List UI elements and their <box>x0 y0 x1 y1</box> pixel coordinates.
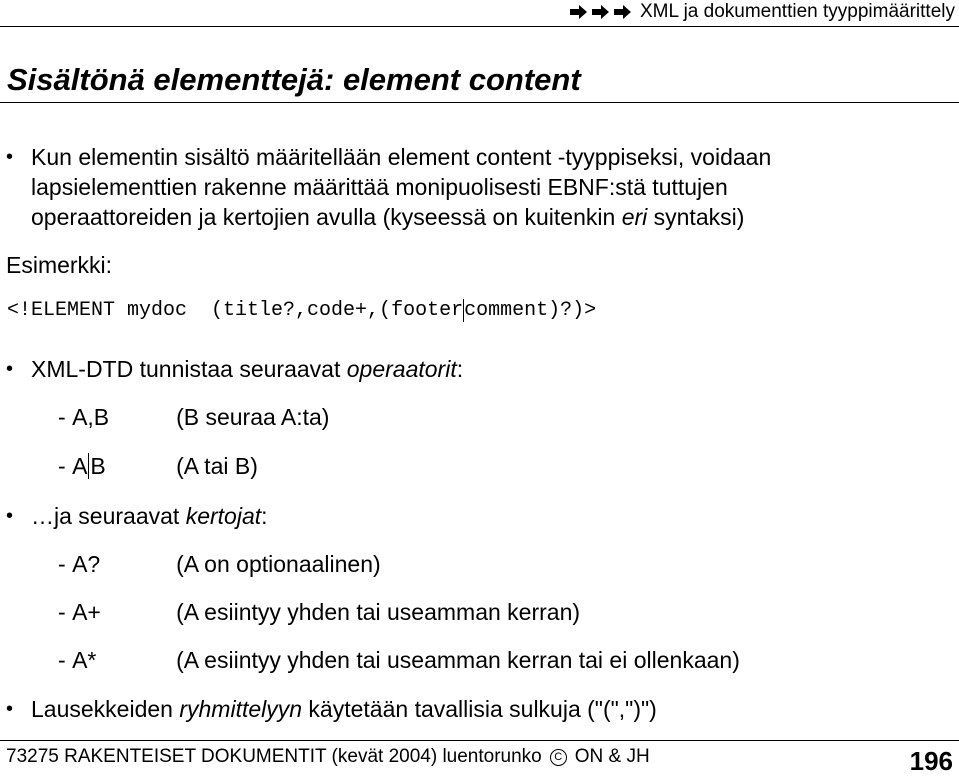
dtd-code-example <box>7 296 596 326</box>
dash: - <box>58 599 73 625</box>
dash: - <box>58 453 73 479</box>
bullet-line <box>31 202 955 232</box>
operator: A,B <box>72 404 110 430</box>
slide-title: Sisältönä elementtejä: element content <box>7 62 581 97</box>
multiplier-desc: (A on optionaalinen) <box>176 551 381 577</box>
dash: - <box>58 647 73 673</box>
copyright-icon: C <box>550 749 567 766</box>
bullet-line: Kun elementin sisältö määritellään element content -tyyppiseksi, voidaan <box>31 144 772 170</box>
text-span: syntaksi) <box>647 204 745 230</box>
text-span: : <box>261 503 268 529</box>
bullet-icon: • <box>6 146 14 168</box>
code-part: <!ELEMENT mydoc (title?,code+,(footer <box>7 299 464 322</box>
bullet-line: lapsielementtien rakenne määrittää monipuolisesti EBNF:stä tuttujen <box>31 174 728 200</box>
right-arrow-icon <box>613 4 632 20</box>
header-divider <box>0 26 959 27</box>
operator-part: A <box>72 453 88 479</box>
right-arrow-icon <box>591 4 610 20</box>
text-span: operaattoreiden ja kertojien avulla (kyseessä on kuitenkin <box>31 204 622 230</box>
text-span: käytetään tavallisia sulkuja ("(",")") <box>302 696 657 722</box>
right-arrow-icon <box>569 4 588 20</box>
multiplier-desc: (A esiintyy yhden tai useamman kerran) <box>176 599 581 625</box>
operator-row <box>58 451 258 481</box>
bullet-text <box>31 694 955 724</box>
footer-divider <box>0 740 959 741</box>
slide-header <box>569 0 955 24</box>
page-number: 196 <box>909 746 953 776</box>
code-part: comment)?)> <box>464 299 597 322</box>
multiplier-desc: (A esiintyy yhden tai useamman kerran tai ei ollenkaan) <box>176 647 740 673</box>
slide-footer <box>6 744 650 770</box>
bullet-icon: • <box>6 358 14 380</box>
bullet-icon: • <box>6 698 14 720</box>
operator-desc: (B seuraa A:ta) <box>176 404 330 430</box>
emphasis: operaatorit <box>346 356 457 382</box>
dash: - <box>58 551 73 577</box>
bullet-text <box>31 501 955 531</box>
emphasis: kertojat <box>185 503 262 529</box>
emphasis: ryhmittelyyn <box>179 696 303 722</box>
title-divider <box>0 102 959 103</box>
dash: - <box>58 404 73 430</box>
operator-desc: (A tai B) <box>176 453 258 479</box>
operator-part: B <box>90 453 106 479</box>
course-label: 73275 RAKENTEISET DOKUMENTIT (kevät 2004) luentorunko <box>6 746 542 767</box>
multiplier-row <box>58 549 381 579</box>
example-label: Esimerkki: <box>6 252 113 278</box>
arrow-group <box>569 4 632 20</box>
bullet-text <box>31 142 955 232</box>
bullet-icon: • <box>6 505 14 527</box>
multiplier-row <box>58 597 580 627</box>
operator <box>72 451 176 481</box>
multiplier-row <box>58 645 740 675</box>
multiplier: A+ <box>72 599 101 625</box>
emphasis: eri <box>621 204 648 230</box>
text-span: Lausekkeiden <box>31 696 180 722</box>
text-span: : <box>456 356 464 382</box>
header-title: XML ja dokumenttien tyyppimäärittely <box>639 1 955 22</box>
operator-row <box>58 402 329 432</box>
multiplier: A? <box>72 551 101 577</box>
authors-label: ON & JH <box>574 746 650 767</box>
bullet-text <box>31 354 955 384</box>
multiplier: A* <box>72 647 97 673</box>
text-span: …ja seuraavat <box>31 503 186 529</box>
text-span: XML-DTD tunnistaa seuraavat <box>31 356 347 382</box>
